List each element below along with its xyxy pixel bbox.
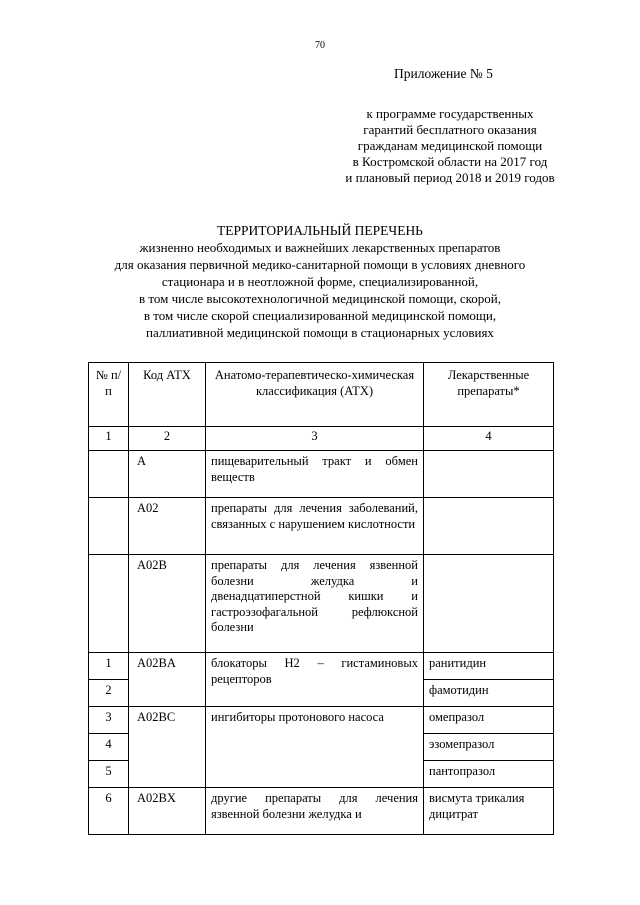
atc-code: A02BA xyxy=(129,653,206,707)
drug-name: эзомепразол xyxy=(424,734,554,761)
list-subtitle-line: в том числе скорой специализированной медицинской помощи, xyxy=(143,308,497,323)
list-title: ТЕРРИТОРИАЛЬНЫЙ ПЕРЕЧЕНЬ xyxy=(217,223,423,238)
header-atc-code: Код АТХ xyxy=(129,363,206,427)
row-number: 4 xyxy=(89,734,129,761)
atc-classification: блокаторы H2 – гистаминовых рецепторов xyxy=(206,653,424,707)
row-number: 6 xyxy=(89,788,129,835)
program-line: и плановый период 2018 и 2019 годов xyxy=(345,170,555,185)
column-number: 3 xyxy=(206,427,424,451)
header-classification: Анатомо-терапевтическо-химическая классификация (АТХ) xyxy=(206,363,424,427)
atc-classification: препараты для лечения язвенной болезни желудка и двенадцатиперстной кишки и гастроэзофагальной рефлюксной болезни xyxy=(206,555,424,653)
column-number: 1 xyxy=(89,427,129,451)
atc-code: A xyxy=(129,451,206,498)
column-number-row xyxy=(89,427,554,451)
program-line: к программе государственных xyxy=(366,106,534,121)
list-heading xyxy=(40,222,600,341)
table-row xyxy=(89,451,554,498)
drug-name xyxy=(424,555,554,653)
table-row xyxy=(89,555,554,653)
header-number: № п/п xyxy=(89,363,129,427)
page-number: 70 xyxy=(315,40,325,51)
table-header-row xyxy=(89,363,554,427)
row-number xyxy=(89,498,129,555)
atc-classification: пищеварительный тракт и обмен веществ xyxy=(206,451,424,498)
drug-list-table xyxy=(88,362,554,835)
drug-name: ранитидин xyxy=(424,653,554,680)
atc-classification: ингибиторы протонового насоса xyxy=(206,707,424,788)
row-number xyxy=(89,451,129,498)
atc-code: A02B xyxy=(129,555,206,653)
row-number xyxy=(89,555,129,653)
drug-name xyxy=(424,498,554,555)
atc-code: A02BC xyxy=(129,707,206,788)
drug-name: пантопразол xyxy=(424,761,554,788)
table-row xyxy=(89,707,554,734)
program-line: гражданам медицинской помощи xyxy=(357,138,543,153)
list-subtitle-line: паллиативной медицинской помощи в стационарных условиях xyxy=(146,325,494,340)
atc-classification: препараты для лечения заболеваний, связанных с нарушением кислотности xyxy=(206,498,424,555)
program-line: в Костромской области на 2017 год xyxy=(352,154,548,169)
drug-name: омепразол xyxy=(424,707,554,734)
list-subtitle-line: стационара и в неотложной форме, специализированной, xyxy=(161,274,479,289)
drug-name: фамотидин xyxy=(424,680,554,707)
program-reference xyxy=(300,106,600,186)
list-subtitle-line: для оказания первичной медико-санитарной помощи в условиях дневного xyxy=(114,257,526,272)
atc-code: A02 xyxy=(129,498,206,555)
row-number: 3 xyxy=(89,707,129,734)
table-row xyxy=(89,498,554,555)
appendix-title: Приложение № 5 xyxy=(394,66,493,81)
table-row xyxy=(89,788,554,835)
drug-name xyxy=(424,451,554,498)
column-number: 2 xyxy=(129,427,206,451)
row-number: 5 xyxy=(89,761,129,788)
atc-classification: другие препараты для лечения язвенной болезни желудка и xyxy=(206,788,424,835)
column-number: 4 xyxy=(424,427,554,451)
drug-name: висмута трикалия дицитрат xyxy=(424,788,554,835)
table-row xyxy=(89,653,554,680)
atc-code: A02BX xyxy=(129,788,206,835)
list-subtitle-line: жизненно необходимых и важнейших лекарственных препаратов xyxy=(139,240,501,255)
program-line: гарантий бесплатного оказания xyxy=(363,122,537,137)
row-number: 2 xyxy=(89,680,129,707)
header-drugs: Лекарственные препараты* xyxy=(424,363,554,427)
row-number: 1 xyxy=(89,653,129,680)
list-subtitle-line: в том числе высокотехнологичной медицинской помощи, скорой, xyxy=(138,291,501,306)
